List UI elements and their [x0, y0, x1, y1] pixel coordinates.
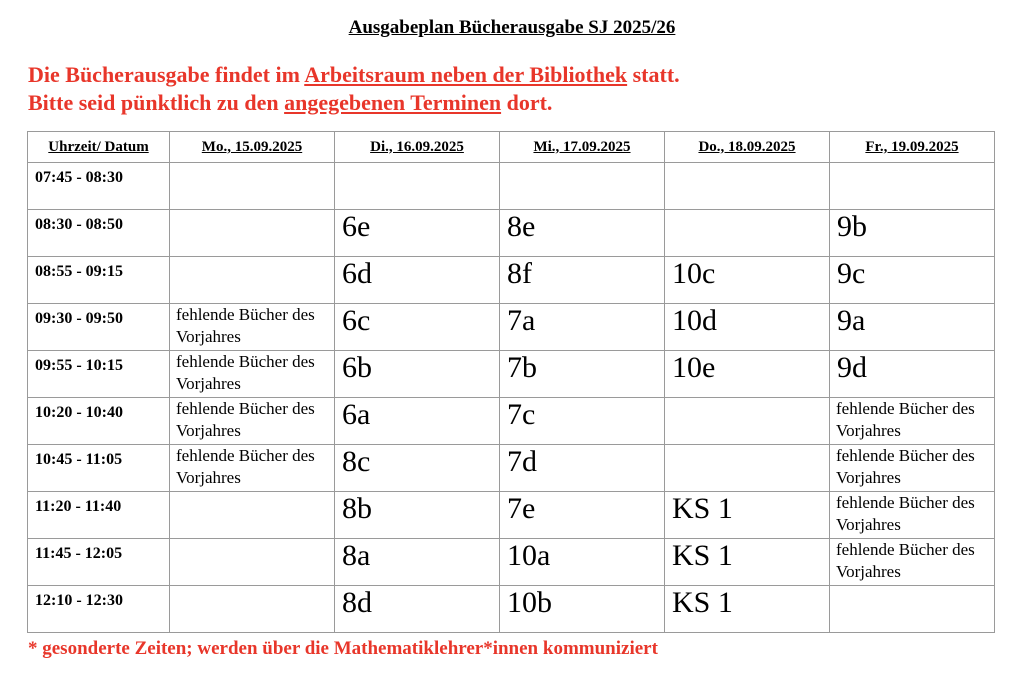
cell-tuesday [335, 163, 500, 210]
cell-thursday: KS 1 [665, 539, 830, 586]
cell-wednesday: 10a [500, 539, 665, 586]
cell-friday: fehlende Bücher des Vorjahres [830, 539, 995, 586]
cell-thursday: KS 1 [665, 586, 830, 633]
cell-wednesday: 7b [500, 351, 665, 398]
cell-thursday: 10c [665, 257, 830, 304]
cell-tuesday: 6e [335, 210, 500, 257]
header-monday: Mo., 15.09.2025 [170, 132, 335, 163]
schedule-body [28, 163, 995, 633]
cell-tuesday: 6d [335, 257, 500, 304]
time-slot: 11:20 - 11:40 [28, 492, 170, 539]
cell-wednesday: 7a [500, 304, 665, 351]
notice-text: statt. [627, 62, 680, 87]
cell-tuesday: 8c [335, 445, 500, 492]
table-row [28, 492, 995, 539]
cell-wednesday: 8e [500, 210, 665, 257]
table-row [28, 257, 995, 304]
cell-friday: fehlende Bücher des Vorjahres [830, 492, 995, 539]
cell-thursday [665, 445, 830, 492]
cell-thursday [665, 210, 830, 257]
table-row [28, 539, 995, 586]
time-slot: 07:45 - 08:30 [28, 163, 170, 210]
cell-thursday [665, 398, 830, 445]
cell-tuesday: 6c [335, 304, 500, 351]
header-row [28, 132, 995, 163]
time-slot: 09:55 - 10:15 [28, 351, 170, 398]
header-thursday: Do., 18.09.2025 [665, 132, 830, 163]
table-row [28, 586, 995, 633]
table-row [28, 398, 995, 445]
cell-friday: 9a [830, 304, 995, 351]
cell-wednesday: 7e [500, 492, 665, 539]
cell-tuesday: 8d [335, 586, 500, 633]
time-slot: 11:45 - 12:05 [28, 539, 170, 586]
header-tuesday: Di., 16.09.2025 [335, 132, 500, 163]
cell-monday [170, 257, 335, 304]
cell-wednesday: 7d [500, 445, 665, 492]
cell-friday: 9b [830, 210, 995, 257]
notice-text: Die Bücherausgabe findet im [28, 62, 305, 87]
cell-monday [170, 210, 335, 257]
cell-friday: 9c [830, 257, 995, 304]
cell-tuesday: 8b [335, 492, 500, 539]
cell-monday [170, 539, 335, 586]
header-wednesday: Mi., 17.09.2025 [500, 132, 665, 163]
cell-thursday: KS 1 [665, 492, 830, 539]
header-friday: Fr., 19.09.2025 [830, 132, 995, 163]
cell-wednesday: 10b [500, 586, 665, 633]
table-row [28, 304, 995, 351]
cell-wednesday: 7c [500, 398, 665, 445]
cell-monday: fehlende Bücher des Vorjahres [170, 445, 335, 492]
time-slot: 09:30 - 09:50 [28, 304, 170, 351]
time-slot: 10:20 - 10:40 [28, 398, 170, 445]
notice-line-2 [28, 89, 680, 117]
cell-tuesday: 8a [335, 539, 500, 586]
cell-monday: fehlende Bücher des Vorjahres [170, 351, 335, 398]
cell-wednesday [500, 163, 665, 210]
notice-text: dort. [501, 90, 553, 115]
cell-wednesday: 8f [500, 257, 665, 304]
notice-text: Bitte seid pünktlich zu den [28, 90, 285, 115]
cell-monday [170, 492, 335, 539]
schedule-table [27, 131, 995, 633]
time-slot: 08:55 - 09:15 [28, 257, 170, 304]
cell-monday: fehlende Bücher des Vorjahres [170, 304, 335, 351]
table-row [28, 445, 995, 492]
cell-thursday: 10e [665, 351, 830, 398]
cell-monday: fehlende Bücher des Vorjahres [170, 398, 335, 445]
notice-location: Arbeitsraum neben der Bibliothek [304, 62, 628, 87]
cell-friday: fehlende Bücher des Vorjahres [830, 398, 995, 445]
notice-line-1 [28, 61, 680, 89]
cell-tuesday: 6a [335, 398, 500, 445]
table-row [28, 163, 995, 210]
document-title: Ausgabeplan Bücherausgabe SJ 2025/26 [348, 17, 676, 38]
cell-friday [830, 163, 995, 210]
cell-friday: fehlende Bücher des Vorjahres [830, 445, 995, 492]
table-row [28, 351, 995, 398]
cell-thursday [665, 163, 830, 210]
notice [28, 61, 680, 117]
header-time: Uhrzeit/ Datum [28, 132, 170, 163]
notice-appointments: angegebenen Terminen [284, 90, 502, 115]
cell-monday [170, 586, 335, 633]
time-slot: 08:30 - 08:50 [28, 210, 170, 257]
cell-friday: 9d [830, 351, 995, 398]
footnote: * gesonderte Zeiten; werden über die Mathematiklehrer*innen kommuniziert [28, 638, 658, 659]
cell-tuesday: 6b [335, 351, 500, 398]
cell-monday [170, 163, 335, 210]
table-row [28, 210, 995, 257]
cell-friday [830, 586, 995, 633]
time-slot: 10:45 - 11:05 [28, 445, 170, 492]
cell-thursday: 10d [665, 304, 830, 351]
time-slot: 12:10 - 12:30 [28, 586, 170, 633]
